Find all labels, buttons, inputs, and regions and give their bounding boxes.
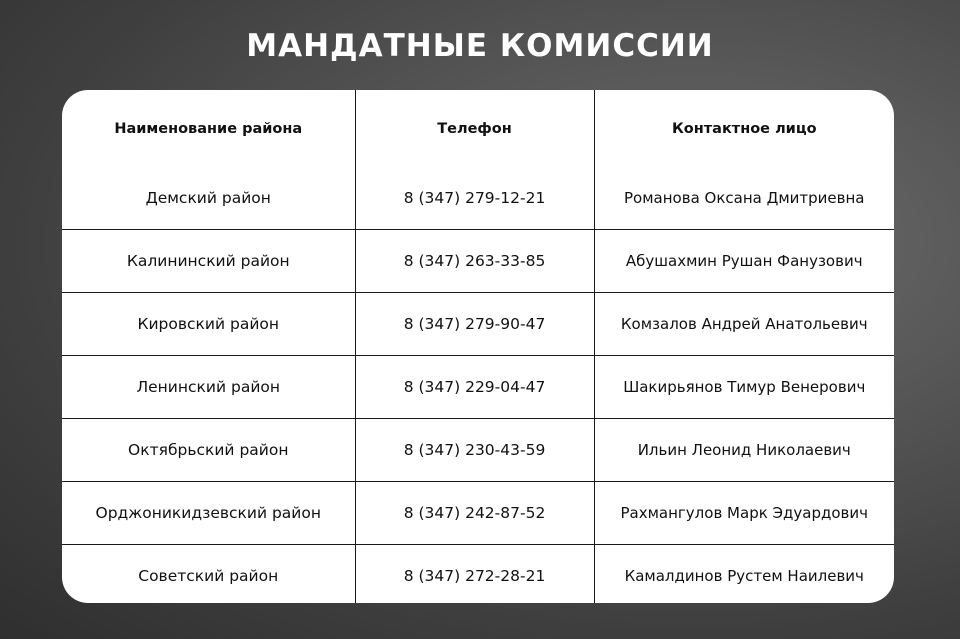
district-cell: Советский район xyxy=(62,545,355,604)
district-cell: Октябрьский район xyxy=(62,419,355,482)
contact-person-cell: Абушахмин Рушан Фанузович xyxy=(594,230,894,293)
district-cell: Ленинский район xyxy=(62,356,355,419)
contact-person-cell: Камалдинов Рустем Наилевич xyxy=(594,545,894,604)
phone-cell: 8 (347) 229-04-47 xyxy=(355,356,594,419)
contact-person-cell: Романова Оксана Дмитриевна xyxy=(594,167,894,230)
contact-person-cell: Комзалов Андрей Анатольевич xyxy=(594,293,894,356)
commissions-table-card xyxy=(62,90,894,603)
district-cell: Калининский район xyxy=(62,230,355,293)
district-cell: Кировский район xyxy=(62,293,355,356)
header-contact-person: Контактное лицо xyxy=(594,90,894,167)
phone-cell: 8 (347) 263-33-85 xyxy=(355,230,594,293)
phone-cell: 8 (347) 279-90-47 xyxy=(355,293,594,356)
table-row xyxy=(62,545,894,604)
contact-person-cell: Ильин Леонид Николаевич xyxy=(594,419,894,482)
table-row xyxy=(62,356,894,419)
district-cell: Орджоникидзевский район xyxy=(62,482,355,545)
page-title: МАНДАТНЫЕ КОМИССИИ xyxy=(246,28,714,64)
table-row xyxy=(62,293,894,356)
table-row xyxy=(62,230,894,293)
contact-person-cell: Шакирьянов Тимур Венерович xyxy=(594,356,894,419)
phone-cell: 8 (347) 279-12-21 xyxy=(355,167,594,230)
table-header-row xyxy=(62,90,894,167)
district-cell: Демский район xyxy=(145,189,271,207)
phone-cell: 8 (347) 230-43-59 xyxy=(355,419,594,482)
header-district: Наименование района xyxy=(114,120,303,137)
table-row xyxy=(62,482,894,545)
contact-person-cell: Рахмангулов Марк Эдуардович xyxy=(594,482,894,545)
commissions-table xyxy=(62,90,894,603)
table-row xyxy=(62,167,894,230)
header-phone: Телефон xyxy=(355,90,594,167)
table-row xyxy=(62,419,894,482)
phone-cell: 8 (347) 242-87-52 xyxy=(355,482,594,545)
phone-cell: 8 (347) 272-28-21 xyxy=(355,545,594,604)
